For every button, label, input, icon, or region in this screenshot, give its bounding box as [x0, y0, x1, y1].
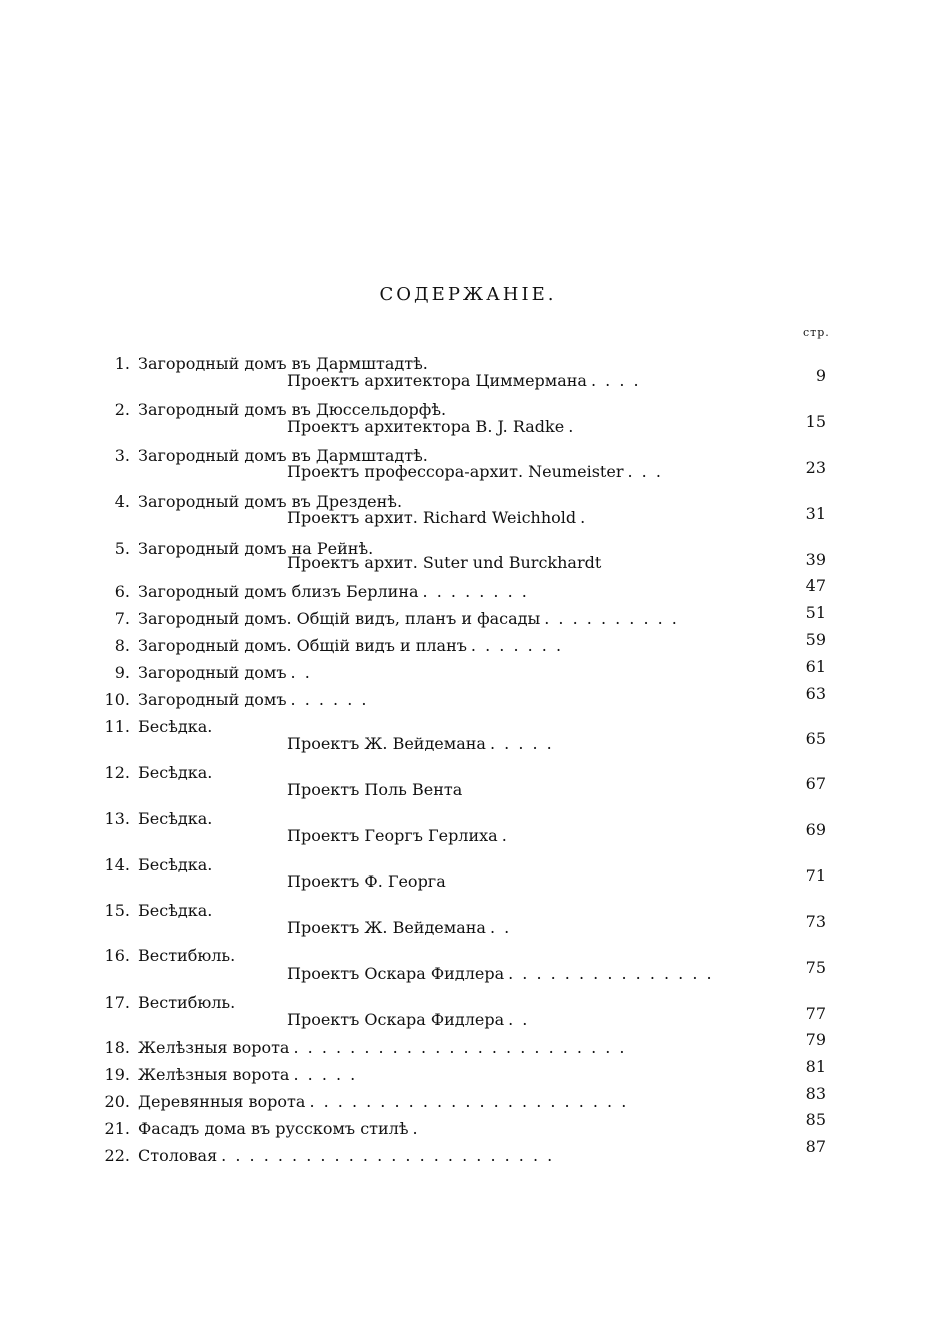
leader-dots: . [568, 417, 576, 436]
entry-number: 8. [114, 636, 130, 655]
leader-dots: . . . . . . . . . . . . . . . . . . . . . . . . [221, 1146, 555, 1165]
leader-dots: . . . . . . . . . . . . . . . . . . . . . . . [309, 1092, 629, 1111]
entry-title: Бесѣдка. [138, 763, 213, 782]
entry-number: 7. [114, 609, 130, 628]
page-number: 69 [805, 820, 826, 839]
leader-dots: . . . . . [489, 734, 554, 753]
entry-subtitle: Проектъ Ф. Георга [287, 872, 446, 891]
page-number: 67 [805, 774, 826, 793]
entry-subtitle: Проектъ Оскара Фидлера . . [287, 1010, 530, 1029]
entry-title: Загородный домъ въ Дрезденѣ. [138, 492, 403, 511]
entry-title: Деревянныя ворота . . . . . . . . . . . . . . . . . . . . . . . [138, 1092, 629, 1111]
entry-subtitle: Проектъ Поль Вента [287, 780, 463, 799]
page-number: 15 [805, 412, 826, 431]
entry-title: Загородный домъ. Общій видъ и планъ . . . . . . . [138, 636, 564, 655]
entry-title: Желѣзныя ворота . . . . . [138, 1065, 358, 1084]
entry-number: 11. [104, 717, 130, 736]
leader-dots: . [501, 826, 509, 845]
entry-title: Желѣзныя ворота . . . . . . . . . . . . . . . . . . . . . . . . [138, 1038, 627, 1057]
entry-number: 4. [114, 492, 130, 511]
entry-number: 1. [114, 354, 130, 373]
entry-number: 19. [104, 1065, 130, 1084]
leader-dots: . . . . . . . . [422, 582, 529, 601]
entry-title: Бесѣдка. [138, 717, 213, 736]
entry-number: 5. [114, 539, 130, 558]
entry-subtitle: Проектъ архит. Suter und Burckhardt [287, 553, 602, 572]
entry-title: Бесѣдка. [138, 901, 213, 920]
leader-dots: . . . . . [293, 1065, 358, 1084]
entry-number: 16. [104, 946, 130, 965]
leader-dots: . . . . . . . . . . . . . . . . . . . . . . . . [293, 1038, 627, 1057]
page-column-label: стр. [803, 326, 830, 339]
entry-title: Загородный домъ близъ Берлина . . . . . . . . [138, 582, 529, 601]
page-number: 75 [805, 958, 826, 977]
page-number: 51 [805, 603, 826, 622]
leader-dots: . [412, 1119, 420, 1138]
entry-number: 18. [104, 1038, 130, 1057]
page-number: 61 [805, 657, 826, 676]
entry-number: 6. [114, 582, 130, 601]
entry-subtitle: Проектъ профессора-архит. Neumeister . . . [287, 462, 663, 481]
entry-number: 15. [104, 901, 130, 920]
page-number: 71 [805, 866, 826, 885]
entry-number: 10. [104, 690, 130, 709]
page-number: 73 [805, 912, 826, 931]
entry-title: Загородный домъ въ Дармштадтѣ. [138, 354, 428, 373]
page-number: 83 [805, 1084, 826, 1103]
entry-subtitle: Проектъ Оскара Фидлера . . . . . . . . . . . . . . . [287, 964, 714, 983]
entry-title: Столовая . . . . . . . . . . . . . . . . . . . . . . . . [138, 1146, 555, 1165]
entry-title: Загородный домъ . . [138, 663, 312, 682]
leader-dots: . . . . . . [290, 690, 369, 709]
page-number: 31 [805, 504, 826, 523]
entry-subtitle: Проектъ Ж. Вейдемана . . . . . [287, 734, 554, 753]
leader-dots: . [580, 508, 588, 527]
page-number: 85 [805, 1110, 826, 1129]
page-number: 47 [805, 576, 826, 595]
contents-heading: СОДЕРЖАНІЕ. [379, 284, 557, 305]
page-number: 79 [805, 1030, 826, 1049]
leader-dots: . . . . [590, 371, 641, 390]
entry-title: Загородный домъ на Рейнѣ. [138, 539, 374, 558]
page-number: 63 [805, 684, 826, 703]
page-number: 39 [805, 550, 826, 569]
entry-subtitle: Проектъ архитектора Циммермана . . . . [287, 371, 641, 390]
entry-title: Загородный домъ. Общій видъ, планъ и фасады . . . . . . . . . . [138, 609, 679, 628]
entry-title: Фасадъ дома въ русскомъ стилѣ . [138, 1119, 420, 1138]
entry-title: Вестибюль. [138, 946, 236, 965]
entry-subtitle: Проектъ Георгъ Герлиха . [287, 826, 509, 845]
entry-number: 14. [104, 855, 130, 874]
entry-subtitle: Проектъ Ж. Вейдемана . . [287, 918, 512, 937]
entry-number: 2. [114, 400, 130, 419]
entry-title: Бесѣдка. [138, 855, 213, 874]
page-number: 9 [815, 366, 826, 385]
entry-title: Загородный домъ въ Дармштадтѣ. [138, 446, 428, 465]
entry-number: 13. [104, 809, 130, 828]
leader-dots: . . . . . . . [470, 636, 564, 655]
page-number: 77 [805, 1004, 826, 1023]
entry-number: 21. [104, 1119, 130, 1138]
entry-title: Загородный домъ . . . . . . [138, 690, 369, 709]
entry-number: 3. [114, 446, 130, 465]
page-number: 87 [805, 1137, 826, 1156]
entry-number: 20. [104, 1092, 130, 1111]
entry-subtitle: Проектъ архитектора B. J. Radke . [287, 417, 576, 436]
page-number: 59 [805, 630, 826, 649]
leader-dots: . . [489, 918, 512, 937]
entry-subtitle: Проектъ архит. Richard Weichhold . [287, 508, 588, 527]
leader-dots: . . [508, 1010, 530, 1029]
entry-number: 9. [114, 663, 130, 682]
entry-title: Бесѣдка. [138, 809, 213, 828]
entry-title: Загородный домъ въ Дюссельдорфѣ. [138, 400, 447, 419]
entry-number: 12. [104, 763, 130, 782]
page-number: 23 [805, 458, 826, 477]
entry-title: Вестибюль. [138, 993, 236, 1012]
entry-number: 22. [104, 1146, 130, 1165]
leader-dots: . . . . . . . . . . . . . . . [508, 964, 714, 983]
leader-dots: . . [290, 663, 312, 682]
page-number: 65 [805, 729, 826, 748]
entry-number: 17. [104, 993, 130, 1012]
page-number: 81 [805, 1057, 826, 1076]
leader-dots: . . . [627, 462, 663, 481]
leader-dots: . . . . . . . . . . [544, 609, 679, 628]
